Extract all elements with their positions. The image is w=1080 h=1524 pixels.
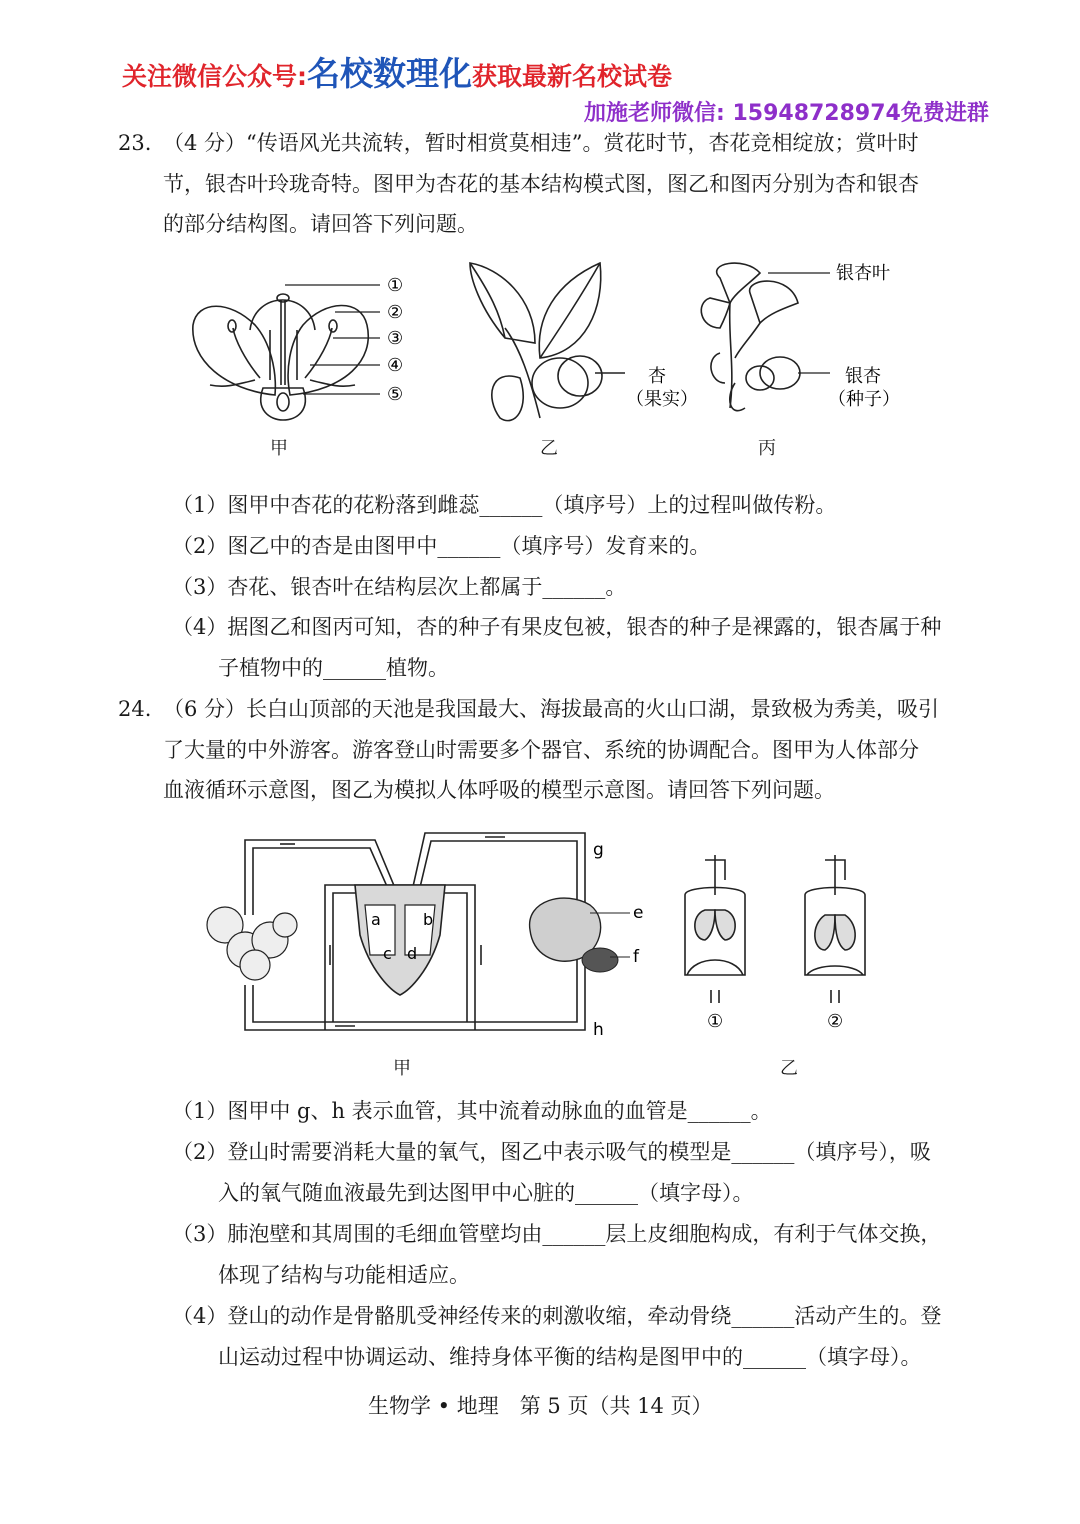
leaf-left: [470, 263, 535, 343]
fig24-yi-label: 乙: [780, 1058, 798, 1079]
breathing-model-figure: [675, 855, 885, 1035]
marker-2: ②: [387, 302, 404, 323]
banner-prefix: 关注微信公众号:: [122, 62, 307, 91]
q23-item-4-cont: 子植物中的______植物。: [218, 656, 449, 680]
petal-back: [250, 300, 315, 330]
ginkgo-leaf-1: [717, 263, 760, 303]
marker-4: ④: [387, 355, 404, 376]
q23-line-1: （4 分）“传语风光共流转，暂时相赏莫相违”。赏花时节，杏花竞相绽放；赏叶时: [163, 131, 919, 155]
petal-right: [288, 305, 368, 395]
fig24-jia-label: 甲: [393, 1058, 411, 1079]
label-h: h: [593, 1020, 604, 1040]
model-1-label: ①: [707, 1011, 724, 1032]
q23-item-4: （4）据图乙和图丙可知，杏的种子有果皮包被，银杏的种子是裸露的，银杏属于种: [172, 615, 942, 639]
ginkgo-seed-label-2: （种子）: [828, 389, 900, 410]
label-d: d: [407, 944, 418, 963]
label-a: a: [371, 910, 381, 929]
bell-jar-1: [685, 888, 745, 976]
fig-yi-label: 乙: [540, 438, 558, 459]
marker-1: ①: [387, 275, 404, 296]
label-e: e: [633, 903, 644, 923]
apricot-label-fruit: （果实）: [626, 389, 698, 410]
bell-jar-2: [805, 888, 865, 976]
ginkgo-leaf-2: [750, 281, 798, 323]
q24-item-2: （2）登山时需要消耗大量的氧气，图乙中表示吸气的模型是______（填序号），吸: [172, 1140, 931, 1164]
page-footer: 生物学 • 地理 第 5 页（共 14 页）: [368, 1394, 713, 1418]
fig-jia-label: 甲: [270, 438, 288, 459]
petal-left: [193, 306, 276, 395]
stamen-right: [305, 328, 332, 378]
fig-bing-label: 丙: [758, 438, 776, 459]
bell-jar-2-neck: [825, 855, 845, 895]
q24-item-3: （3）肺泡壁和其周围的毛细血管壁均由______层上皮细胞构成，有利于气体交换，: [172, 1222, 942, 1246]
q23-number: 23.: [118, 131, 152, 155]
q24-item-3-cont: 体现了结构与功能相适应。: [218, 1263, 470, 1287]
cerebellum: [582, 948, 618, 972]
label-c: c: [383, 944, 392, 963]
q24-number: 24.: [118, 697, 152, 721]
banner-contact: 加施老师微信: 15948728974免费进群: [584, 101, 989, 126]
q23-item-1: （1）图甲中杏花的花粉落到雌蕊______（填序号）上的过程叫做传粉。: [172, 493, 837, 517]
diaphragm-1: [687, 960, 743, 975]
ginkgo-seed-label: 银杏: [845, 366, 881, 387]
label-b: b: [423, 910, 434, 929]
stamen-left: [233, 328, 260, 378]
q24-item-4-cont: 山运动过程中协调运动、维持身体平衡的结构是图甲中的______（填字母）。: [218, 1345, 922, 1369]
banner-brand: 名校数理化: [307, 54, 472, 93]
promo-banner: [122, 48, 672, 95]
q24-item-4: （4）登山的动作是骨骼肌受神经传来的刺激收缩，牵动骨绕______活动产生的。登: [172, 1304, 942, 1328]
ginkgo-leaf-3: [701, 298, 730, 328]
ginkgo-figure: [690, 258, 915, 428]
apricot-branch-figure: [460, 258, 700, 428]
diaphragm-2: [807, 966, 863, 975]
q24-item-1: （1）图甲中 g、h 表示血管，其中流着动脉血的血管是______。: [172, 1099, 772, 1123]
ginkgo-seed-1: [760, 357, 800, 389]
flower-structure-figure: [185, 270, 420, 430]
apricot-fruit-2: [558, 356, 602, 396]
marker-3: ③: [387, 328, 404, 349]
q23-item-3: （3）杏花、银杏叶在结构层次上都属于______。: [172, 575, 627, 599]
lungs: [207, 907, 297, 980]
q24-item-2-cont: 入的氧气随血液最先到达图甲中心脏的______（填字母）。: [218, 1181, 754, 1205]
label-f: f: [633, 947, 639, 967]
q23-line-3: 的部分结构图。请回答下列问题。: [163, 212, 478, 236]
model-2-label: ②: [827, 1011, 844, 1032]
label-g: g: [593, 840, 604, 860]
q24-line-1: （6 分）长白山顶部的天池是我国最大、海拔最高的火山口湖，景致极为秀美，吸引: [163, 697, 940, 721]
q24-line-3: 血液循环示意图，图乙为模拟人体呼吸的模型示意图。请回答下列问题。: [163, 778, 835, 802]
ginkgo-leaf-label: 银杏叶: [836, 263, 890, 284]
circulation-figure: [195, 825, 644, 1055]
banner-suffix: 获取最新名校试卷: [472, 62, 673, 91]
marker-5: ⑤: [387, 384, 404, 405]
q23-item-2: （2）图乙中的杏是由图甲中______（填序号）发育来的。: [172, 534, 711, 558]
bell-jar-1-neck: [705, 855, 725, 895]
leaf-small: [492, 376, 523, 421]
q24-line-2: 了大量的中外游客。游客登山时需要多个器官、系统的协调配合。图甲为人体部分: [163, 738, 919, 762]
apricot-label: 杏: [648, 366, 666, 387]
q23-line-2: 节，银杏叶玲珑奇特。图甲为杏花的基本结构模式图，图乙和图丙分别为杏和银杏: [163, 172, 919, 196]
